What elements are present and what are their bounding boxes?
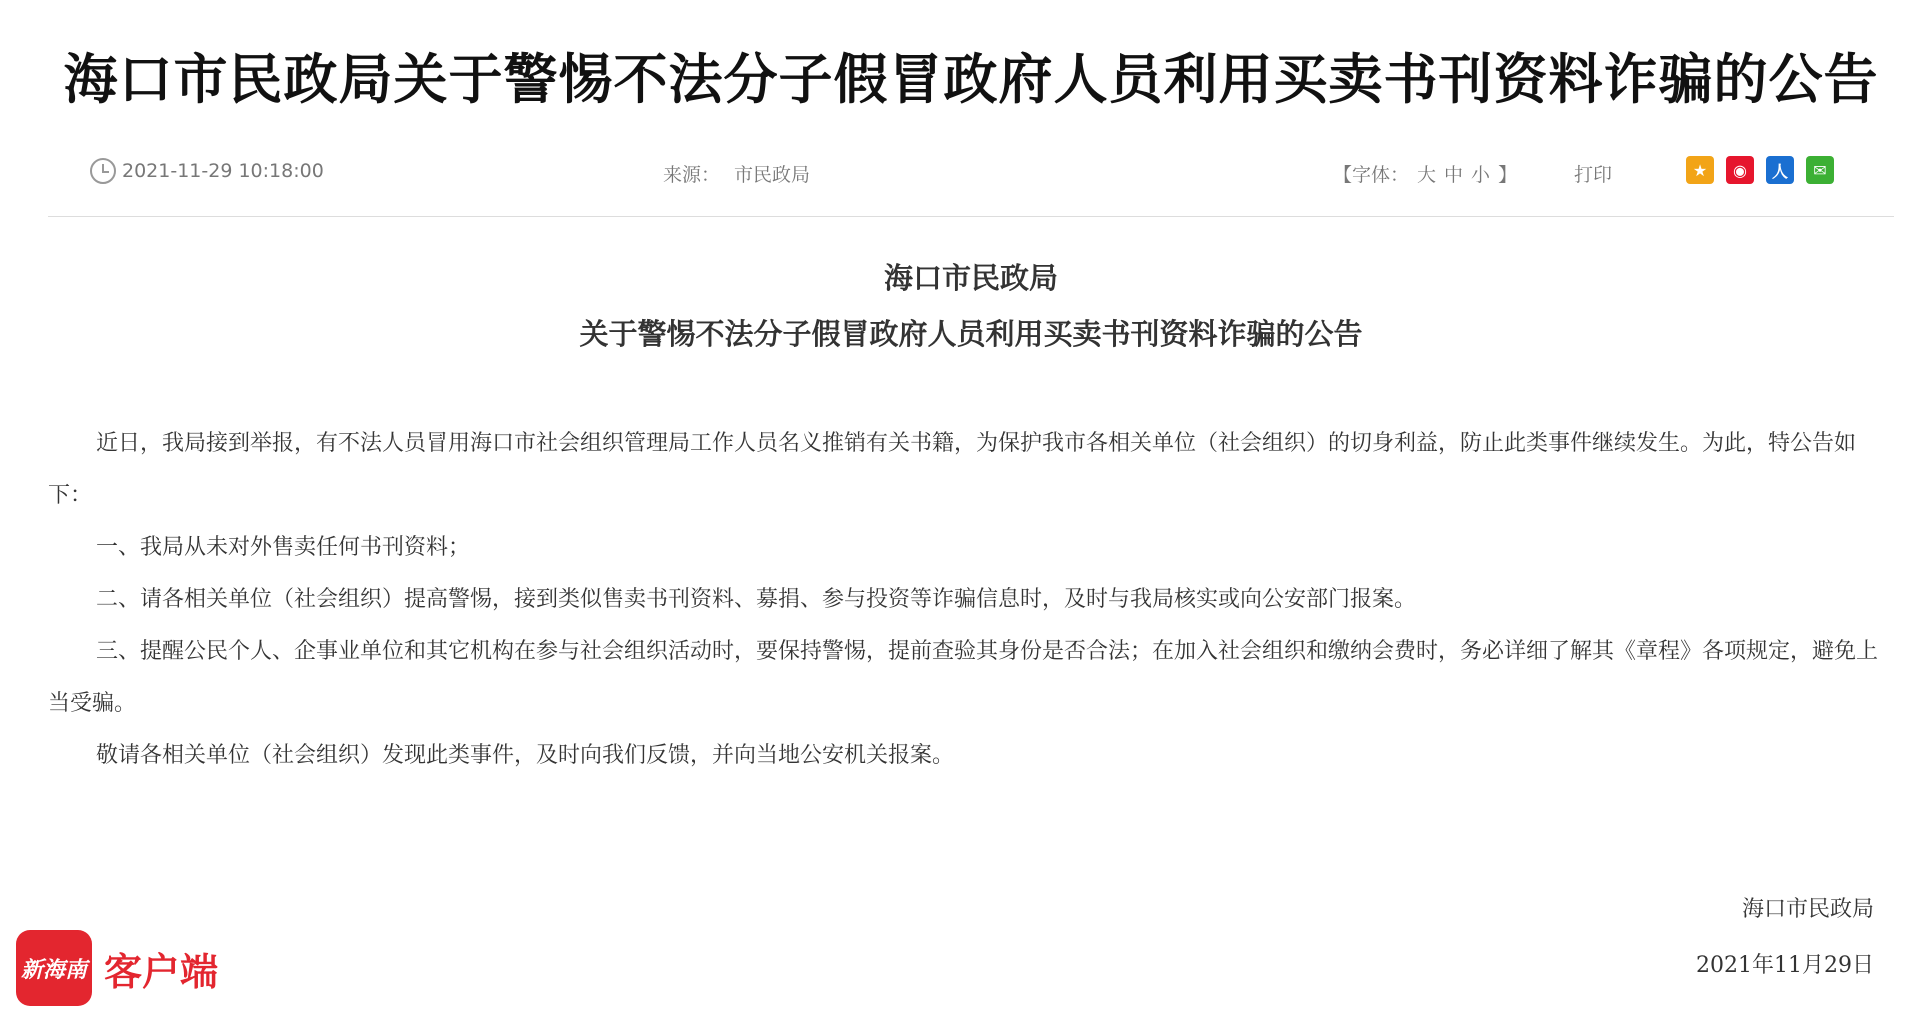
- header-divider: [48, 216, 1894, 217]
- app-watermark: [16, 930, 218, 1006]
- document-body: [48, 418, 1890, 782]
- print-button[interactable]: 打印: [1574, 164, 1613, 186]
- publish-date: [90, 158, 324, 184]
- signature-org: 海口市民政局: [1741, 897, 1874, 922]
- font-medium-button[interactable]: 中: [1444, 164, 1464, 186]
- weibo-icon[interactable]: ◉: [1726, 156, 1754, 184]
- people-icon[interactable]: 人: [1766, 156, 1794, 184]
- paragraph-closing: 敬请各相关单位（社会组织）发现此类事件，及时向我们反馈，并向当地公安机关报案。: [96, 743, 955, 768]
- source-label: 来源：: [663, 164, 721, 186]
- paragraph-item-2: 二、请各相关单位（社会组织）提高警惕，接到类似售卖书刊资料、募捐、参与投资等诈骗信息时，及时与我局核实或向公安部门报案。: [96, 587, 1417, 612]
- document-heading-subject: 关于警惕不法分子假冒政府人员利用买卖书刊资料诈骗的公告: [579, 317, 1363, 351]
- font-large-button[interactable]: 大: [1417, 164, 1437, 186]
- watermark-text: 客户端: [104, 949, 219, 994]
- source-value: 市民政局: [734, 164, 811, 186]
- signature-date: 2021年11月29日: [1696, 953, 1874, 978]
- font-small-button[interactable]: 小: [1471, 164, 1491, 186]
- paragraph-intro: 近日，我局接到举报，有不法人员冒用海口市社会组织管理局工作人员名义推销有关书籍，为保护我市各相关单位（社会组织）的切身利益，防止此类事件继续发生。为此，特公告如下：: [48, 431, 1857, 508]
- article-meta-bar: [48, 150, 1894, 190]
- wechat-icon[interactable]: ✉: [1806, 156, 1834, 184]
- article-source: [663, 160, 810, 187]
- font-label-close: 】: [1498, 164, 1518, 186]
- paragraph-item-3: 三、提醒公民个人、企事业单位和其它机构在参与社会组织活动时，要保持警惕，提前查验其身份是否合法；在加入社会组织和缴纳会费时，务必详细了解其《章程》各项规定，避免上当受骗。: [48, 639, 1879, 716]
- publish-date-text: 2021-11-29 10:18:00: [122, 160, 324, 182]
- page-title: 海口市民政局关于警惕不法分子假冒政府人员利用买卖书刊资料诈骗的公告: [63, 48, 1879, 111]
- font-label-open: 【字体：: [1333, 164, 1410, 186]
- article-page: [48, 0, 1894, 1028]
- paragraph-item-1: 一、我局从未对外售卖任何书刊资料；: [96, 535, 471, 560]
- qzone-icon[interactable]: ★: [1686, 156, 1714, 184]
- watermark-logo: 新海南: [16, 930, 92, 1006]
- font-size-controls: [1333, 160, 1517, 187]
- clock-icon: [90, 158, 116, 184]
- share-icons: [1686, 156, 1834, 184]
- document-heading-org: 海口市民政局: [883, 261, 1058, 295]
